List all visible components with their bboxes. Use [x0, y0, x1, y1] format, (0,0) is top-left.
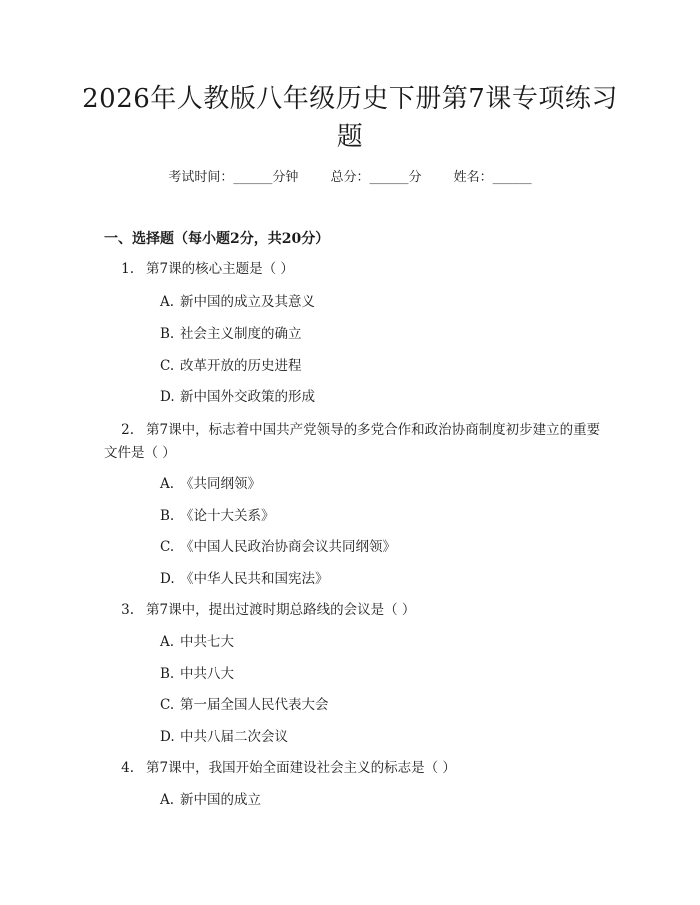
option-letter: D. [160, 571, 175, 587]
question-1-option-b [160, 324, 302, 344]
option-letter: A. [160, 476, 175, 492]
option-letter: B. [160, 508, 175, 524]
question-1-option-a [160, 292, 315, 312]
question-2-option-a [160, 474, 261, 494]
exam-time-field: 考试时间：______分钟 [168, 170, 299, 185]
question-number: 1. [121, 261, 134, 277]
question-number: 4. [121, 760, 134, 776]
question-4-option-a [160, 790, 261, 810]
question-text: 第7课中，标志着中国共产党领导的多党合作和政治协商制度初步建立的重要文件是（ ） [104, 422, 601, 461]
option-text: 改革开放的历史进程 [180, 358, 302, 374]
question-1-option-d [160, 387, 315, 407]
option-text: 社会主义制度的确立 [180, 326, 302, 342]
question-text: 第7课中，提出过渡时期总路线的会议是（ ） [146, 602, 416, 618]
question-3-option-d [160, 727, 288, 747]
option-letter: C. [160, 539, 175, 555]
option-text: 新中国的成立及其意义 [180, 294, 315, 310]
option-text: 《中华人民共和国宪法》 [180, 571, 329, 587]
question-4 [104, 757, 604, 780]
option-letter: A. [160, 792, 175, 808]
option-text: 中共七大 [180, 634, 234, 650]
option-text: 《中国人民政治协商会议共同纲领》 [180, 539, 396, 555]
total-score-field: 总分：______分 [330, 170, 422, 185]
section-heading: 一、选择题（每小题2分，共20分） [104, 231, 330, 247]
question-text: 第7课的核心主题是（ ） [146, 261, 294, 277]
option-text: 《论十大关系》 [180, 508, 275, 524]
option-text: 《共同纲领》 [180, 476, 261, 492]
question-2-option-b [160, 506, 275, 526]
question-number: 2. [121, 422, 134, 438]
question-1 [104, 258, 604, 281]
question-3 [104, 599, 604, 622]
option-letter: D. [160, 729, 175, 745]
exam-info [0, 168, 700, 188]
option-text: 新中国外交政策的形成 [180, 389, 315, 405]
question-3-option-a [160, 632, 234, 652]
option-letter: C. [160, 358, 175, 374]
option-text: 新中国的成立 [180, 792, 261, 808]
option-text: 中共八届二次会议 [180, 729, 288, 745]
question-number: 3. [121, 602, 134, 618]
option-letter: B. [160, 326, 175, 342]
question-2 [104, 419, 604, 465]
option-letter: B. [160, 666, 175, 682]
page-title: 2026年人教版八年级历史下册第7课专项练习题 [82, 84, 618, 152]
student-name-field: 姓名：______ [453, 170, 532, 185]
question-1-option-c [160, 356, 302, 376]
option-letter: A. [160, 294, 175, 310]
question-2-option-d [160, 569, 329, 589]
option-letter: A. [160, 634, 175, 650]
question-2-option-c [160, 537, 396, 557]
question-3-option-c [160, 695, 329, 715]
option-text: 中共八大 [180, 666, 234, 682]
question-3-option-b [160, 664, 234, 684]
option-letter: D. [160, 389, 175, 405]
question-text: 第7课中，我国开始全面建设社会主义的标志是（ ） [146, 760, 456, 776]
option-letter: C. [160, 697, 175, 713]
option-text: 第一届全国人民代表大会 [180, 697, 329, 713]
